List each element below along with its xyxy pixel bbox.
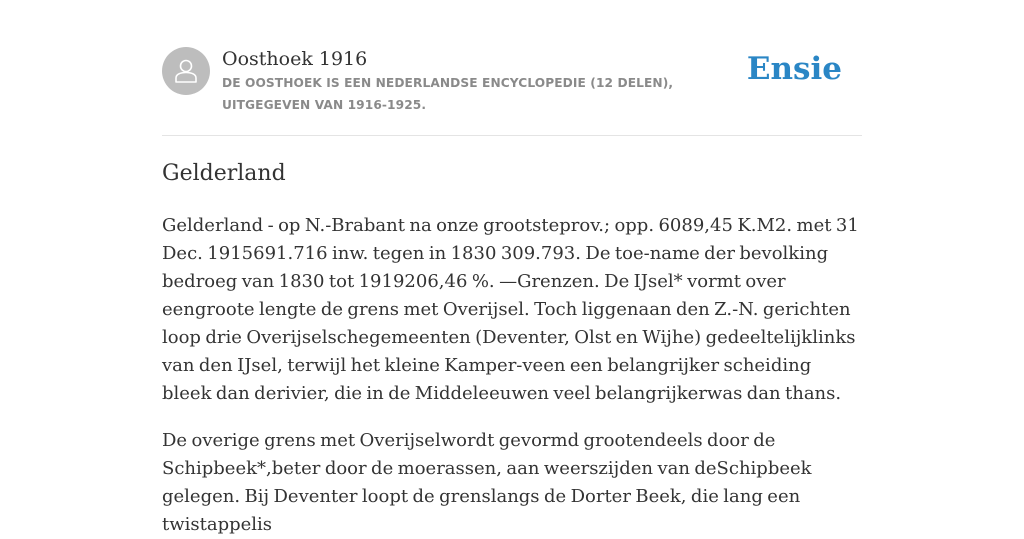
header-divider	[162, 135, 862, 136]
user-silhouette-icon[interactable]	[162, 47, 210, 95]
article	[162, 158, 864, 539]
ensie-logo[interactable]: Ensie	[746, 51, 842, 87]
article-paragraph: Gelderland - op N.-Brabant na onze grootsteprov.; opp. 6089,45 K.M2. met 31 Dec. 1915691.716 inw. tegen in 1830 309.793. De toe-name der bevolking bedroeg van 1830 tot 1919206,46 %. —Grenzen. De IJsel* vormt over eengroote lengte de grens met Overijsel. Toch liggenaan den Z.-N. gerichten loop drie Overijselschegemeenten (Deventer, Olst en Wijhe) gedeeltelijklinks van den IJsel, terwijl het kleine Kamper-veen een belangrijker scheiding bleek dan derivier, die in de Middeleeuwen veel belangrijkerwas dan thans.	[162, 215, 859, 404]
source-description: DE OOSTHOEK IS EEN NEDERLANDSE ENCYCLOPEDIE (12 DELEN), UITGEGEVEN VAN 1916-1925.	[222, 76, 674, 112]
article-title: Gelderland	[162, 161, 286, 186]
source-header	[162, 46, 862, 116]
article-paragraph: De overige grens met Overijselwordt gevormd grootendeels door de Schipbeek*,beter door de moerassen, aan weerszijden van deSchipbeek gelegen. Bij Deventer loopt de grenslangs de Dorter Beek, die lang een twistappelis	[162, 430, 812, 535]
source-name[interactable]: Oosthoek 1916	[222, 48, 368, 70]
